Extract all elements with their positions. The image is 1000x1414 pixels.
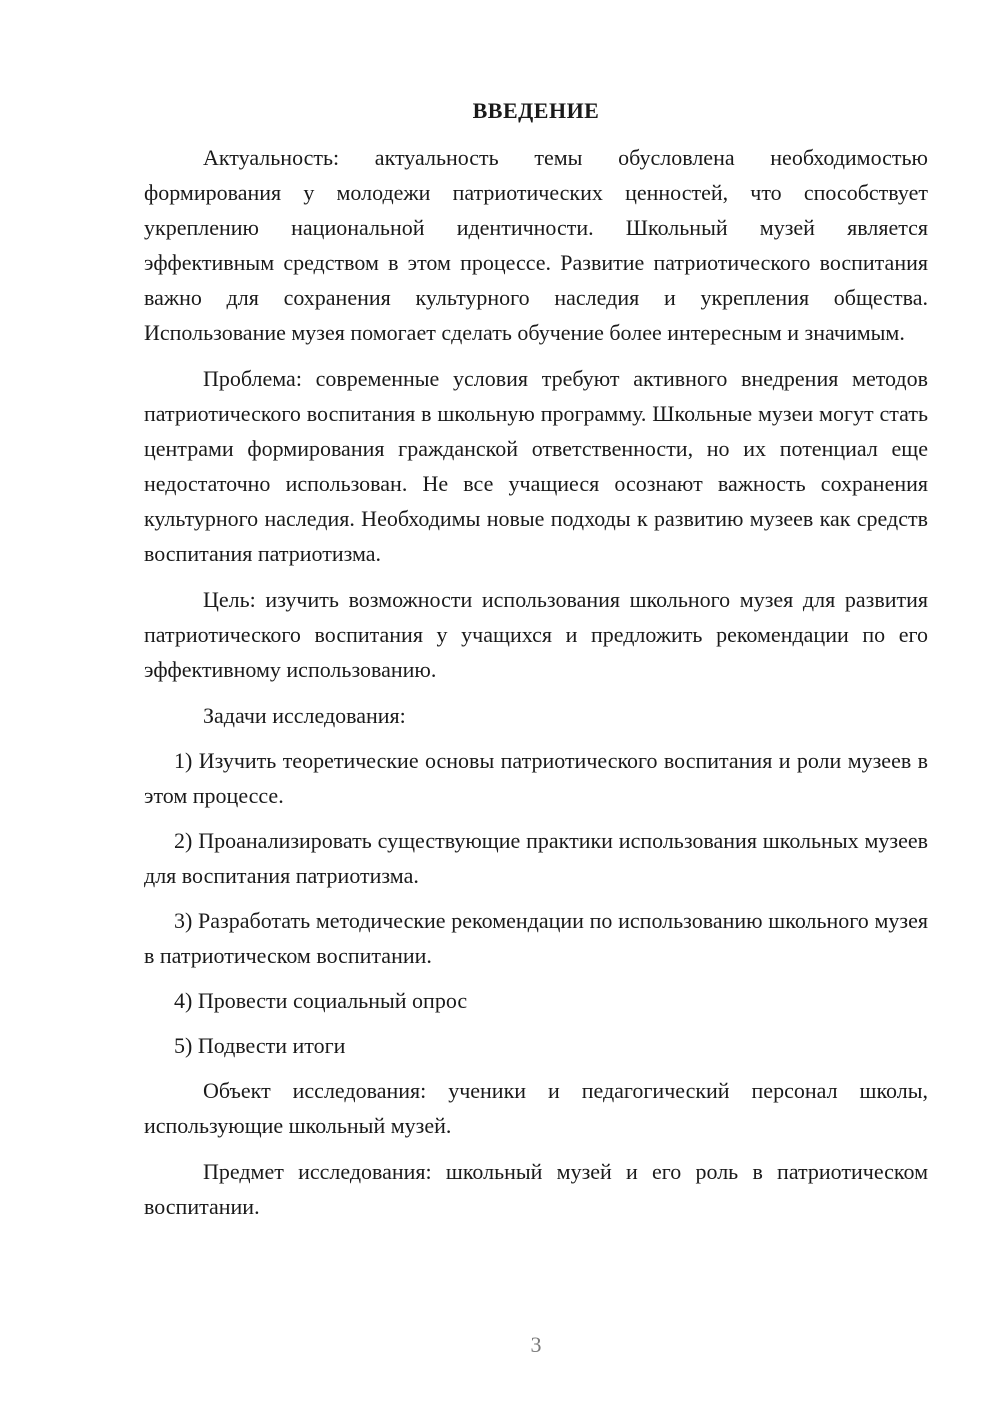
tasks-heading: Задачи исследования: (203, 703, 406, 728)
relevance-paragraph: Актуальность: актуальность темы обусловлена необходимостью формирования у молодежи патриотических ценностей, что способствует укреплению национальной идентичности. Школьный музей является эффективным средством в этом процессе. Развитие патриотического воспитания важно для сохранения культурного наследия и укрепления общества. Использование музея помогает сделать обучение более интересным и значимым. (144, 145, 928, 345)
object-paragraph: Объект исследования: ученики и педагогический персонал школы, использующие школьный музей. (144, 1078, 928, 1138)
page-number: 3 (530, 1332, 542, 1357)
task-item: 2) Проанализировать существующие практики использования школьных музеев для воспитания патриотизма. (144, 828, 928, 888)
section-heading: ВВЕДЕНИЕ (472, 98, 600, 123)
subject-paragraph: Предмет исследования: школьный музей и его роль в патриотическом воспитании. (144, 1159, 928, 1219)
task-item: 4) Провести социальный опрос (174, 988, 468, 1013)
task-item: 5) Подвести итоги (174, 1033, 346, 1058)
page-content (144, 94, 928, 1235)
goal-paragraph: Цель: изучить возможности использования школьного музея для развития патриотического воспитания у учащихся и предложить рекомендации по его эффективному использованию. (144, 587, 928, 682)
task-item: 3) Разработать методические рекомендации по использованию школьного музея в патриотическом воспитании. (144, 908, 928, 968)
task-item: 1) Изучить теоретические основы патриотического воспитания и роли музеев в этом процессе. (144, 748, 928, 808)
problem-paragraph: Проблема: современные условия требуют активного внедрения методов патриотического воспитания в школьную программу. Школьные музеи могут стать центрами формирования гражданской ответственности, но их потенциал еще недостаточно использован. Не все учащиеся осознают важность сохранения культурного наследия. Необходимы новые подходы к развитию музеев как средств воспитания патриотизма. (144, 366, 928, 566)
